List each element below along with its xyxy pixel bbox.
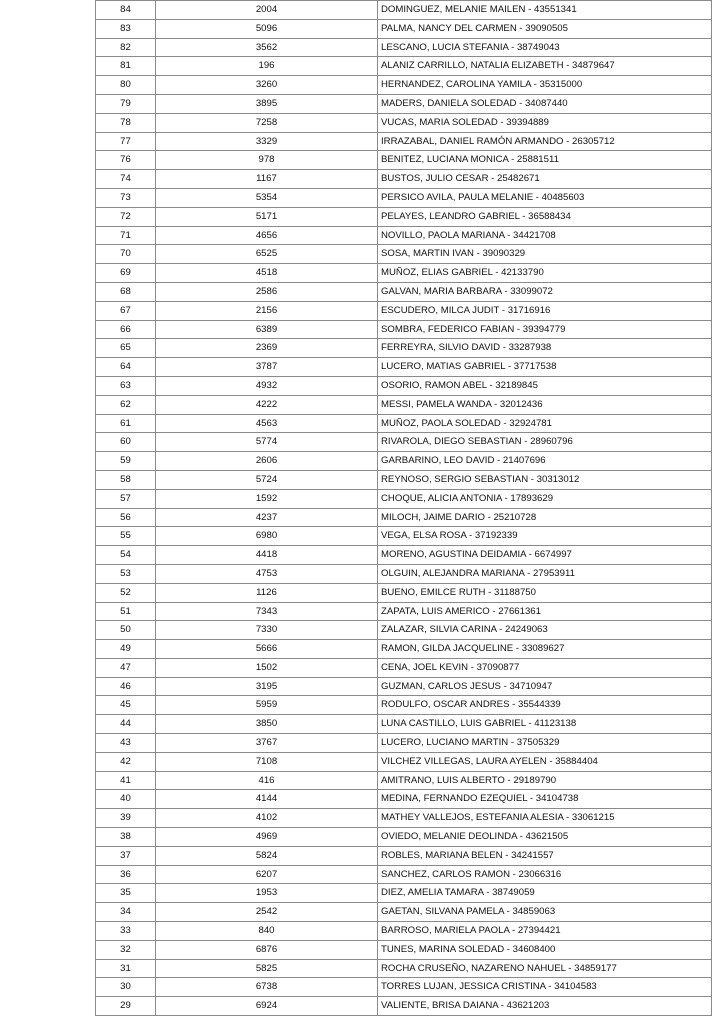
applicant-name-cell: LUCERO, LUCIANO MARTIN - 37505329 [378, 734, 712, 753]
applicant-ranking-table [95, 0, 712, 1016]
applicant-name-cell: MEDINA, FERNANDO EZEQUIEL - 34104738 [378, 790, 712, 809]
order-number-cell: 71 [96, 226, 156, 245]
applicant-name-cell: MORENO, AGUSTINA DEIDAMIA - 6674997 [378, 546, 712, 565]
applicant-name-cell: TORRES LUJAN, JESSICA CRISTINA - 34104583 [378, 978, 712, 997]
applicant-name-cell: LESCANO, LUCIA STEFANIA - 38749043 [378, 38, 712, 57]
order-number-cell: 58 [96, 470, 156, 489]
table-row [96, 828, 712, 847]
registration-code-cell: 2606 [156, 452, 378, 471]
order-number-cell: 77 [96, 132, 156, 151]
order-number-cell: 82 [96, 38, 156, 57]
order-number-cell: 59 [96, 452, 156, 471]
order-number-cell: 33 [96, 922, 156, 941]
order-number-cell: 62 [96, 395, 156, 414]
order-number-cell: 81 [96, 57, 156, 76]
table-row [96, 207, 712, 226]
applicant-name-cell: OLGUIN, ALEJANDRA MARIANA - 27953911 [378, 564, 712, 583]
order-number-cell: 78 [96, 113, 156, 132]
table-row [96, 76, 712, 95]
applicant-name-cell: PALMA, NANCY DEL CARMEN - 39090505 [378, 19, 712, 38]
table-row [96, 94, 712, 113]
table-row [96, 940, 712, 959]
order-number-cell: 69 [96, 264, 156, 283]
table-row [96, 602, 712, 621]
order-number-cell: 44 [96, 715, 156, 734]
registration-code-cell: 2369 [156, 339, 378, 358]
applicant-name-cell: ROCHA CRUSEÑO, NAZARENO NAHUEL - 34859177 [378, 959, 712, 978]
table-row [96, 339, 712, 358]
applicant-name-cell: BUENO, EMILCE RUTH - 31188750 [378, 583, 712, 602]
registration-code-cell: 4969 [156, 828, 378, 847]
applicant-name-cell: BENITEZ, LUCIANA MONICA - 25881511 [378, 151, 712, 170]
applicant-name-cell: MILOCH, JAIME DARIO - 25210728 [378, 508, 712, 527]
order-number-cell: 68 [96, 282, 156, 301]
table-row [96, 264, 712, 283]
applicant-name-cell: GUZMAN, CARLOS JESUS - 34710947 [378, 677, 712, 696]
table-row [96, 113, 712, 132]
registration-code-cell: 4753 [156, 564, 378, 583]
applicant-name-cell: RODULFO, OSCAR ANDRES - 35544339 [378, 696, 712, 715]
applicant-name-cell: AMITRANO, LUIS ALBERTO - 29189790 [378, 771, 712, 790]
applicant-name-cell: DIEZ, AMELIA TAMARA - 38749059 [378, 884, 712, 903]
order-number-cell: 63 [96, 376, 156, 395]
order-number-cell: 32 [96, 940, 156, 959]
registration-code-cell: 4222 [156, 395, 378, 414]
registration-code-cell: 5724 [156, 470, 378, 489]
order-number-cell: 61 [96, 414, 156, 433]
table-row [96, 508, 712, 527]
order-number-cell: 34 [96, 903, 156, 922]
table-row [96, 245, 712, 264]
registration-code-cell: 7258 [156, 113, 378, 132]
table-row [96, 564, 712, 583]
registration-code-cell: 6525 [156, 245, 378, 264]
table-row [96, 546, 712, 565]
table-row [96, 752, 712, 771]
registration-code-cell: 2004 [156, 1, 378, 20]
registration-code-cell: 5774 [156, 433, 378, 452]
table-row [96, 132, 712, 151]
order-number-cell: 54 [96, 546, 156, 565]
applicant-name-cell: GAETAN, SILVANA PAMELA - 34859063 [378, 903, 712, 922]
table-row [96, 38, 712, 57]
order-number-cell: 52 [96, 583, 156, 602]
order-number-cell: 67 [96, 301, 156, 320]
applicant-name-cell: IRRAZABAL, DANIEL RAMÓN ARMANDO - 26305712 [378, 132, 712, 151]
registration-code-cell: 6980 [156, 527, 378, 546]
applicant-name-cell: SOMBRA, FEDERICO FABIAN - 39394779 [378, 320, 712, 339]
applicant-name-cell: ROBLES, MARIANA BELEN - 34241557 [378, 846, 712, 865]
order-number-cell: 35 [96, 884, 156, 903]
table-row [96, 358, 712, 377]
table-row [96, 715, 712, 734]
applicant-name-cell: BUSTOS, JULIO CESAR - 25482671 [378, 170, 712, 189]
applicant-name-cell: RIVAROLA, DIEGO SEBASTIAN - 28960796 [378, 433, 712, 452]
order-number-cell: 37 [96, 846, 156, 865]
table-row [96, 846, 712, 865]
table-row [96, 19, 712, 38]
applicant-name-cell: MATHEY VALLEJOS, ESTEFANIA ALESIA - 33061215 [378, 809, 712, 828]
registration-code-cell: 5666 [156, 640, 378, 659]
registration-code-cell: 1502 [156, 658, 378, 677]
table-row [96, 809, 712, 828]
registration-code-cell: 5354 [156, 188, 378, 207]
applicant-name-cell: MUÑOZ, PAOLA SOLEDAD - 32924781 [378, 414, 712, 433]
applicant-name-cell: MADERS, DANIELA SOLEDAD - 34087440 [378, 94, 712, 113]
applicant-name-cell: BARROSO, MARIELA PAOLA - 27394421 [378, 922, 712, 941]
applicant-name-cell: DOMINGUEZ, MELANIE MAILEN - 43551341 [378, 1, 712, 20]
registration-code-cell: 3895 [156, 94, 378, 113]
order-number-cell: 73 [96, 188, 156, 207]
registration-code-cell: 5825 [156, 959, 378, 978]
registration-code-cell: 5096 [156, 19, 378, 38]
applicant-name-cell: ALANIZ CARRILLO, NATALIA ELIZABETH - 34879647 [378, 57, 712, 76]
order-number-cell: 53 [96, 564, 156, 583]
applicant-name-cell: VALIENTE, BRISA DAIANA - 43621203 [378, 997, 712, 1016]
order-number-cell: 31 [96, 959, 156, 978]
registration-code-cell: 2586 [156, 282, 378, 301]
registration-code-cell: 6738 [156, 978, 378, 997]
applicant-name-cell: OVIEDO, MELANIE DEOLINDA - 43621505 [378, 828, 712, 847]
document-page [95, 0, 711, 1016]
registration-code-cell: 4418 [156, 546, 378, 565]
table-row [96, 320, 712, 339]
applicant-name-cell: RAMON, GILDA JACQUELINE - 33089627 [378, 640, 712, 659]
table-row [96, 922, 712, 941]
table-row [96, 489, 712, 508]
registration-code-cell: 978 [156, 151, 378, 170]
order-number-cell: 56 [96, 508, 156, 527]
table-row [96, 376, 712, 395]
table-row [96, 226, 712, 245]
registration-code-cell: 5959 [156, 696, 378, 715]
order-number-cell: 83 [96, 19, 156, 38]
applicant-name-cell: VILCHEZ VILLEGAS, LAURA AYELEN - 35884404 [378, 752, 712, 771]
applicant-name-cell: REYNOSO, SERGIO SEBASTIAN - 30313012 [378, 470, 712, 489]
registration-code-cell: 840 [156, 922, 378, 941]
registration-code-cell: 3329 [156, 132, 378, 151]
table-row [96, 395, 712, 414]
order-number-cell: 38 [96, 828, 156, 847]
table-row [96, 658, 712, 677]
table-row [96, 621, 712, 640]
applicant-name-cell: TUNES, MARINA SOLEDAD - 34608400 [378, 940, 712, 959]
applicant-name-cell: LUCERO, MATIAS GABRIEL - 37717538 [378, 358, 712, 377]
order-number-cell: 64 [96, 358, 156, 377]
table-row [96, 865, 712, 884]
registration-code-cell: 6207 [156, 865, 378, 884]
table-row [96, 771, 712, 790]
order-number-cell: 60 [96, 433, 156, 452]
order-number-cell: 72 [96, 207, 156, 226]
order-number-cell: 30 [96, 978, 156, 997]
registration-code-cell: 1953 [156, 884, 378, 903]
order-number-cell: 40 [96, 790, 156, 809]
table-row [96, 433, 712, 452]
registration-code-cell: 4932 [156, 376, 378, 395]
order-number-cell: 36 [96, 865, 156, 884]
table-row [96, 959, 712, 978]
registration-code-cell: 3260 [156, 76, 378, 95]
registration-code-cell: 4102 [156, 809, 378, 828]
table-row [96, 452, 712, 471]
order-number-cell: 76 [96, 151, 156, 170]
table-row [96, 188, 712, 207]
registration-code-cell: 4518 [156, 264, 378, 283]
order-number-cell: 80 [96, 76, 156, 95]
table-row [96, 583, 712, 602]
registration-code-cell: 2542 [156, 903, 378, 922]
registration-code-cell: 6876 [156, 940, 378, 959]
applicant-name-cell: SOSA, MARTIN IVAN - 39090329 [378, 245, 712, 264]
table-row [96, 640, 712, 659]
applicant-name-cell: LUNA CASTILLO, LUIS GABRIEL - 41123138 [378, 715, 712, 734]
registration-code-cell: 7343 [156, 602, 378, 621]
table-row [96, 527, 712, 546]
applicant-name-cell: GALVAN, MARIA BARBARA - 33099072 [378, 282, 712, 301]
table-row [96, 57, 712, 76]
order-number-cell: 55 [96, 527, 156, 546]
order-number-cell: 47 [96, 658, 156, 677]
applicant-name-cell: FERREYRA, SILVIO DAVID - 33287938 [378, 339, 712, 358]
order-number-cell: 79 [96, 94, 156, 113]
registration-code-cell: 3850 [156, 715, 378, 734]
table-row [96, 884, 712, 903]
applicant-name-cell: HERNANDEZ, CAROLINA YAMILA - 35315000 [378, 76, 712, 95]
order-number-cell: 43 [96, 734, 156, 753]
applicant-name-cell: ESCUDERO, MILCA JUDIT - 31716916 [378, 301, 712, 320]
table-row [96, 790, 712, 809]
applicant-name-cell: PERSICO AVILA, PAULA MELANIE - 40485603 [378, 188, 712, 207]
registration-code-cell: 4563 [156, 414, 378, 433]
order-number-cell: 49 [96, 640, 156, 659]
registration-code-cell: 3767 [156, 734, 378, 753]
registration-code-cell: 5824 [156, 846, 378, 865]
registration-code-cell: 6924 [156, 997, 378, 1016]
applicant-name-cell: SANCHEZ, CARLOS RAMON - 23066316 [378, 865, 712, 884]
table-row [96, 1, 712, 20]
table-row [96, 696, 712, 715]
applicant-name-cell: MUÑOZ, ELIAS GABRIEL - 42133790 [378, 264, 712, 283]
order-number-cell: 41 [96, 771, 156, 790]
table-row [96, 301, 712, 320]
applicant-name-cell: MESSI, PAMELA WANDA - 32012436 [378, 395, 712, 414]
order-number-cell: 65 [96, 339, 156, 358]
order-number-cell: 46 [96, 677, 156, 696]
order-number-cell: 74 [96, 170, 156, 189]
applicant-name-cell: GARBARINO, LEO DAVID - 21407696 [378, 452, 712, 471]
applicant-name-cell: OSORIO, RAMON ABEL - 32189845 [378, 376, 712, 395]
applicant-name-cell: NOVILLO, PAOLA MARIANA - 34421708 [378, 226, 712, 245]
table-row [96, 151, 712, 170]
applicant-name-cell: CENA, JOEL KEVIN - 37090877 [378, 658, 712, 677]
registration-code-cell: 3562 [156, 38, 378, 57]
order-number-cell: 29 [96, 997, 156, 1016]
registration-code-cell: 196 [156, 57, 378, 76]
table-row [96, 903, 712, 922]
order-number-cell: 57 [96, 489, 156, 508]
applicant-name-cell: ZALAZAR, SILVIA CARINA - 24249063 [378, 621, 712, 640]
table-row [96, 997, 712, 1016]
registration-code-cell: 4237 [156, 508, 378, 527]
registration-code-cell: 4144 [156, 790, 378, 809]
registration-code-cell: 3787 [156, 358, 378, 377]
order-number-cell: 45 [96, 696, 156, 715]
registration-code-cell: 3195 [156, 677, 378, 696]
table-row [96, 282, 712, 301]
registration-code-cell: 1167 [156, 170, 378, 189]
registration-code-cell: 7330 [156, 621, 378, 640]
registration-code-cell: 5171 [156, 207, 378, 226]
table-row [96, 414, 712, 433]
applicant-name-cell: PELAYES, LEANDRO GABRIEL - 36588434 [378, 207, 712, 226]
applicant-name-cell: ZAPATA, LUIS AMERICO - 27661361 [378, 602, 712, 621]
applicant-name-cell: CHOQUE, ALICIA ANTONIA - 17893629 [378, 489, 712, 508]
order-number-cell: 66 [96, 320, 156, 339]
order-number-cell: 70 [96, 245, 156, 264]
table-body [96, 1, 712, 1016]
order-number-cell: 51 [96, 602, 156, 621]
table-row [96, 978, 712, 997]
order-number-cell: 50 [96, 621, 156, 640]
order-number-cell: 42 [96, 752, 156, 771]
registration-code-cell: 1126 [156, 583, 378, 602]
registration-code-cell: 416 [156, 771, 378, 790]
registration-code-cell: 4656 [156, 226, 378, 245]
registration-code-cell: 1592 [156, 489, 378, 508]
table-row [96, 170, 712, 189]
order-number-cell: 84 [96, 1, 156, 20]
applicant-name-cell: VUCAS, MARIA SOLEDAD - 39394889 [378, 113, 712, 132]
table-row [96, 734, 712, 753]
registration-code-cell: 7108 [156, 752, 378, 771]
table-row [96, 470, 712, 489]
table-row [96, 677, 712, 696]
registration-code-cell: 6389 [156, 320, 378, 339]
registration-code-cell: 2156 [156, 301, 378, 320]
applicant-name-cell: VEGA, ELSA ROSA - 37192339 [378, 527, 712, 546]
order-number-cell: 39 [96, 809, 156, 828]
